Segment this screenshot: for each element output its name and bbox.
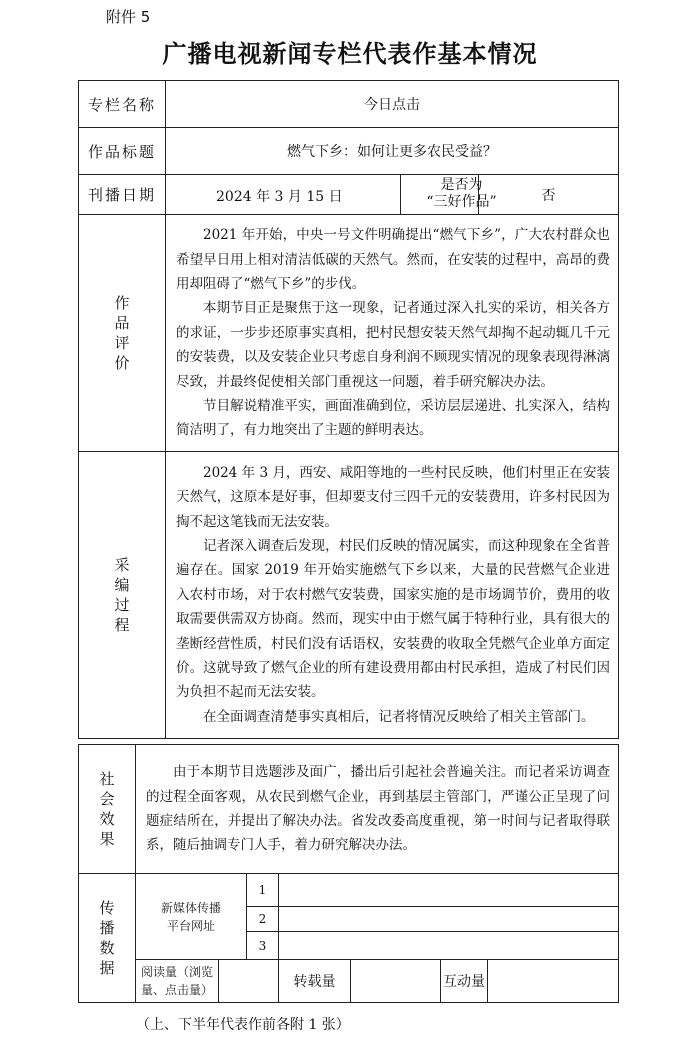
three-good-label-line2: “三好作品” (426, 193, 497, 210)
process-label (79, 452, 166, 739)
column-name-label: 专栏名称 (79, 81, 166, 128)
evaluation-label (79, 215, 166, 452)
reads-value (219, 960, 279, 1003)
publish-date-text: 2024 年 3 月 15 日 (216, 188, 343, 205)
reposts-label: 转载量 (279, 960, 351, 1003)
process-paragraph: 2024 年 3 月，西安、咸阳等地的一些村民反映，他们村里正在安装天然气，这原本是好事，但却要支付三四千元的安装费用，许多村民因为掏不起这笔钱而无法安装。 (176, 464, 610, 530)
spread-data-label-char: 数 (99, 939, 115, 957)
spread-data-label-char: 播 (99, 919, 115, 937)
publish-date-label: 刊播日期 (79, 175, 166, 215)
impact-table (78, 744, 619, 1003)
reads-label-line2: 量、点击量） (140, 983, 213, 997)
publish-date-value (166, 175, 497, 215)
social-effect-label-char: 会 (99, 790, 115, 808)
evaluation-label-char: 价 (114, 354, 130, 372)
work-title-label: 作品标题 (79, 128, 166, 175)
platform-url-label-line1: 新媒体传播 (160, 900, 221, 915)
reads-label-line1: 阅读量（浏览 (140, 965, 213, 979)
platform-url-2 (279, 907, 619, 932)
process-label-char: 编 (114, 576, 130, 594)
platform-url-label-line2: 平台网址 (166, 918, 215, 933)
spread-data-label-char: 传 (99, 899, 115, 917)
info-table (78, 80, 619, 739)
evaluation-label-char: 作 (114, 294, 130, 312)
interactions-label: 互动量 (441, 960, 488, 1003)
evaluation-paragraph: 2021 年开始，中央一号文件明确提出“燃气下乡”，广大农村群众也希望早日用上相对清洁低碳的天然气。然而，在安装的过程中，高昂的费用却阻碍了“燃气下乡”的步伐。 (176, 227, 610, 292)
process-label-char: 程 (114, 616, 130, 634)
three-good-value: 否 (479, 175, 619, 215)
evaluation-label-char: 评 (114, 334, 130, 352)
spread-data-label-char: 据 (99, 959, 115, 977)
process-label-char: 采 (114, 556, 130, 574)
platform-row-number: 3 (247, 932, 279, 960)
evaluation-paragraph: 本期节目正是聚焦于这一现象，记者通过深入扎实的采访，相关各方的求证，一步步还原事实真相，把村民想安装天然气却掏不起动辄几千元的安装费，以及安装企业只考虑自身利润不顾现实情况的现象表现得淋漓尽致，并最终促使相关部门重视这一问题，着手研究解决办法。 (176, 300, 610, 390)
evaluation-content (166, 215, 619, 452)
process-content (166, 452, 619, 739)
document-title: 广播电视新闻专栏代表作基本情况 (162, 40, 538, 68)
attachment-label: 附件 5 (106, 8, 151, 26)
process-paragraph: 在全面调查清楚事实真相后，记者将情况反映给了相关主管部门。 (203, 708, 595, 725)
reposts-value (351, 960, 441, 1003)
reads-label (136, 960, 219, 1003)
process-paragraph: 记者深入调查后发现，村民们反映的情况属实，而这种现象在全省普遍存在。国家 2019 年开始实施燃气下乡以来，大量的民营燃气企业进入农村市场，对于农村燃气安装费，国家实施的是市场调节价，费用的收取需要供需双方协商。然而，现实中由于燃气属于特种行业，具有很大的垄断经营性质，村民们没有话语权，安装费的收取全凭燃气企业单方面定价。这就导致了燃气企业的所有建设费用都由村民承担，造成了村民们因为负担不起而无法安装。 (176, 537, 610, 701)
social-effect-label (79, 745, 136, 874)
process-label-char: 过 (114, 596, 130, 614)
social-effect-paragraph: 由于本期节目选题涉及面广，播出后引起社会普遍关注。而记者采访调查的过程全面客观，从农民到燃气企业，再到基层主管部门，严谨公正呈现了问题症结所在，并提出了解决办法。省发改委高度重视，第一时间与记者取得联系，随后抽调专门人手，着力研究解决办法。 (146, 764, 610, 854)
platform-url-label (136, 874, 247, 960)
interactions-value (488, 960, 619, 1003)
platform-row-number: 2 (247, 907, 279, 932)
work-title-value: 燃气下乡：如何让更多农民受益？ (166, 128, 619, 175)
three-good-label (400, 175, 522, 215)
social-effect-label-char: 效 (99, 810, 115, 828)
social-effect-content (136, 745, 619, 874)
footer-note: （上、下半年代表作前各附 1 张） (136, 1017, 350, 1033)
column-name-value: 今日点击 (166, 81, 619, 128)
platform-url-3 (279, 932, 619, 960)
spread-data-label (79, 874, 136, 1003)
three-good-label-line1: 是否为 (440, 176, 483, 193)
social-effect-label-char: 社 (99, 770, 115, 788)
evaluation-label-char: 品 (114, 314, 130, 332)
platform-row-number: 1 (247, 874, 279, 907)
evaluation-paragraph: 节目解说精准平实，画面准确到位，采访层层递进、扎实深入，结构简洁明了，有力地突出了主题的鲜明表达。 (176, 398, 610, 439)
platform-url-1 (279, 874, 619, 907)
social-effect-label-char: 果 (99, 830, 115, 848)
